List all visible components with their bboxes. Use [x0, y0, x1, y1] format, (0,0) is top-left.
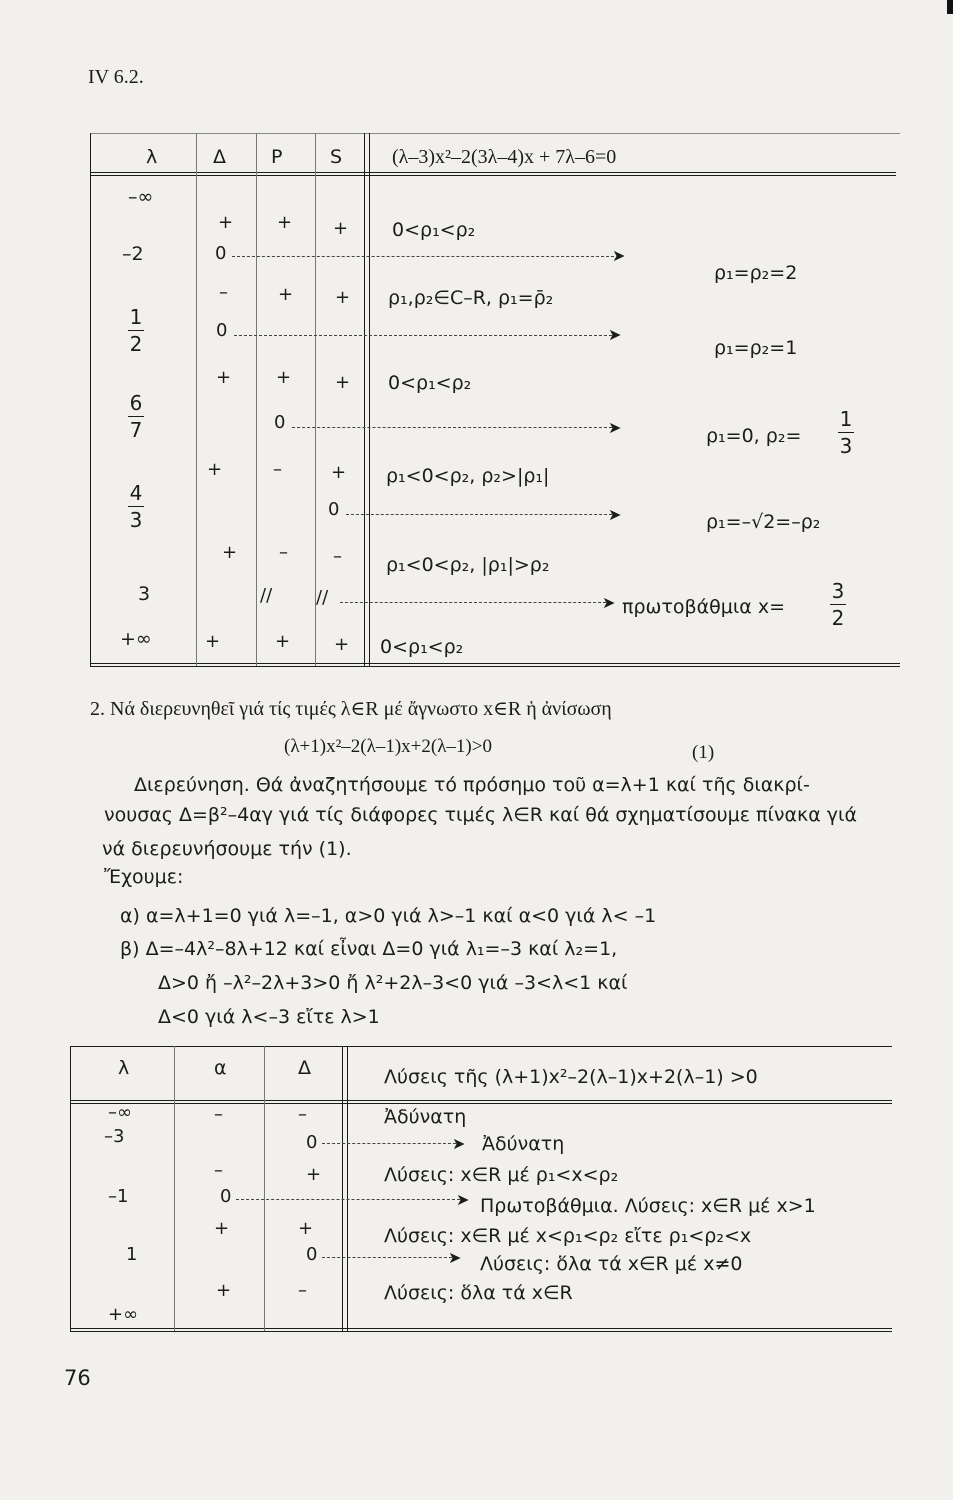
t2-r4-delta: + — [298, 1218, 314, 1239]
arrow-icon: ➤ — [608, 418, 622, 437]
t1-m4-result: ρ₁=–√2=–ρ₂ — [706, 511, 821, 533]
t1-r1-roots: 0<ρ₁<ρ₂ — [392, 219, 476, 241]
beta-condition-2: Δ>0 ἤ –λ²–2λ+3>0 ἤ λ²+2λ–3<0 γιά –3<λ<1 καί — [158, 972, 628, 994]
t2-r2-solution: Λύσεις: x∈R μέ ρ₁<x<ρ₂ — [384, 1164, 619, 1186]
t2-r5-solution: Λύσεις: ὅλα τά x∈R μέ x≠0 — [480, 1253, 743, 1275]
page-number: 76 — [64, 1366, 91, 1390]
frac-num: 3 — [831, 579, 845, 603]
t1-r6-roots: 0<ρ₁<ρ₂ — [380, 636, 464, 658]
t1-m2-result: ρ₁=ρ₂=1 — [714, 337, 798, 359]
t1-r5-p: – — [279, 542, 288, 563]
arrow-icon: ➤ — [448, 1248, 462, 1267]
t1-r4-p: – — [273, 459, 282, 480]
alpha-condition: α) α=λ+1=0 γιά λ=–1, α>0 γιά λ>–1 καί α<0 γιά λ< –1 — [120, 905, 657, 927]
page-edge-mark — [947, 0, 953, 14]
t2-r3-alpha-zero: 0 — [220, 1186, 232, 1207]
t1-r5-s: – — [333, 546, 342, 567]
t2-r3-solution: Πρωτοβάθμια. Λύσεις: x∈R μέ x>1 — [480, 1195, 816, 1217]
equation-number: (1) — [692, 742, 715, 763]
t1-m1-zero: 0 — [215, 243, 227, 264]
t1-m1-result: ρ₁=ρ₂=2 — [714, 262, 798, 284]
frac-num: 1 — [839, 407, 853, 431]
t1-r1-delta: + — [218, 212, 234, 233]
section-header: IV 6.2. — [88, 66, 144, 88]
t1-r3-roots: 0<ρ₁<ρ₂ — [388, 372, 472, 394]
t2-lambda-minus-3: –3 — [104, 1126, 125, 1147]
t1-m3-result: ρ₁=0, ρ₂= — [706, 425, 802, 447]
t2-r0-solution: Ἀδύνατη — [384, 1106, 467, 1128]
t2-r6-solution: Λύσεις: ὅλα τά x∈R — [384, 1282, 573, 1304]
t1-r4-roots: ρ₁<0<ρ₂, ρ₂>|ρ₁| — [386, 465, 550, 487]
t2-header-alpha: α — [214, 1057, 227, 1079]
t2-r5-delta-zero: 0 — [306, 1244, 318, 1265]
t2-r0-alpha: – — [214, 1104, 223, 1125]
t1-m2-zero: 0 — [216, 320, 228, 341]
t1-lambda-four-thirds — [128, 482, 144, 531]
frac-den: 2 — [129, 332, 143, 356]
t1-r3-p: + — [276, 367, 292, 388]
t1-lambda-six-sevenths — [128, 392, 144, 441]
t1-r5-roots: ρ₁<0<ρ₂, |ρ₁|>ρ₂ — [386, 554, 550, 576]
t1-header-equation: (λ–3)x²–2(3λ–4)x + 7λ–6=0 — [392, 146, 617, 168]
t1-r4-s: + — [331, 462, 347, 483]
t1-header-s: S — [330, 146, 343, 168]
t1-header-p: P — [271, 146, 283, 168]
arrow-icon: ➤ — [456, 1190, 470, 1209]
frac-den: 7 — [129, 418, 143, 442]
t1-m3-fraction — [838, 408, 854, 457]
t2-header-lambda: λ — [118, 1057, 130, 1079]
t1-r1-s: + — [333, 218, 349, 239]
t1-r1-p: + — [277, 212, 293, 233]
discussion-line-1: Διερεύνηση. Θά ἀναζητήσουμε τό πρόσημο τοῦ α=λ+1 καί τῆς διακρί- — [134, 774, 810, 796]
t1-r2-roots: ρ₁,ρ₂∈C–R, ρ₁=ρ̄₂ — [388, 287, 554, 309]
t2-r6-alpha: + — [216, 1280, 232, 1301]
t1-r3-s: + — [335, 372, 351, 393]
t1-m5-undefined-s: // — [316, 587, 329, 608]
have-label: Ἔχουμε: — [104, 866, 184, 888]
t2-r6-delta: – — [298, 1280, 307, 1301]
t2-header-delta: Δ — [298, 1057, 311, 1079]
frac-num: 1 — [129, 305, 143, 329]
t1-header-lambda: λ — [146, 146, 158, 168]
t1-r6-delta: + — [205, 631, 221, 652]
t1-r2-p: + — [278, 284, 294, 305]
t1-lambda-minus-2: –2 — [122, 243, 144, 265]
arrow-icon: ➤ — [608, 325, 622, 344]
t2-r2-alpha: – — [214, 1160, 223, 1181]
t2-r1-solution: Ἀδύνατη — [482, 1133, 565, 1155]
t1-header-delta: Δ — [213, 146, 226, 168]
beta-condition-3: Δ<0 γιά λ<–3 εἴτε λ>1 — [158, 1006, 380, 1028]
t2-r1-delta-zero: 0 — [306, 1132, 318, 1153]
t2-lambda-plus-inf: +∞ — [108, 1304, 139, 1325]
t2-r0-delta: – — [298, 1104, 307, 1125]
t1-r6-s: + — [334, 634, 350, 655]
t2-header-solutions: Λύσεις τῆς (λ+1)x²–2(λ–1)x+2(λ–1) >0 — [384, 1066, 758, 1088]
t1-lambda-3: 3 — [138, 583, 151, 605]
t1-r6-p: + — [275, 631, 291, 652]
frac-den: 3 — [839, 434, 853, 458]
problem-inequality: (λ+1)x²–2(λ–1)x+2(λ–1)>0 — [284, 736, 492, 757]
frac-den: 2 — [831, 606, 845, 630]
arrow-icon: ➤ — [602, 593, 616, 612]
t1-r2-s: + — [335, 287, 351, 308]
t1-m5-fraction — [830, 580, 846, 629]
problem-statement: 2. Νά διερευνηθεῖ γιά τίς τιμές λ∈R μέ ἄγνωστο x∈R ἡ ἀνίσωση — [90, 698, 612, 720]
t2-lambda-1: 1 — [126, 1244, 138, 1265]
t1-lambda-half — [128, 306, 144, 355]
frac-num: 6 — [129, 391, 143, 415]
t2-r4-alpha: + — [214, 1218, 230, 1239]
t1-r4-delta: + — [207, 459, 223, 480]
arrow-icon: ➤ — [608, 505, 622, 524]
t2-lambda-minus-inf: –∞ — [108, 1102, 132, 1123]
t1-m3-zero: 0 — [274, 412, 286, 433]
t1-lambda-plus-inf: +∞ — [120, 628, 152, 650]
t1-m4-zero: 0 — [328, 499, 340, 520]
beta-condition-1: β) Δ=–4λ²–8λ+12 καί εἶναι Δ=0 γιά λ₁=–3 καί λ₂=1, — [120, 938, 618, 960]
frac-den: 3 — [129, 508, 143, 532]
arrow-icon: ➤ — [452, 1134, 466, 1153]
t1-lambda-minus-inf: –∞ — [128, 186, 154, 208]
t1-m5-result: πρωτοβάθμια x= — [622, 596, 785, 618]
t1-r5-delta: + — [222, 542, 238, 563]
t1-m5-undefined-p: // — [260, 585, 273, 606]
discussion-line-2: νουσας Δ=β²–4αγ γιά τίς διάφορες τιμές λ∈R καί θά σχηματίσουμε πίνακα γιά — [104, 804, 857, 826]
t2-r2-delta: + — [306, 1164, 322, 1185]
t1-r3-delta: + — [216, 367, 232, 388]
arrow-icon: ➤ — [612, 246, 626, 265]
t2-r4-solution: Λύσεις: x∈R μέ x<ρ₁<ρ₂ εἴτε ρ₁<ρ₂<x — [384, 1225, 752, 1247]
t2-lambda-minus-1: –1 — [108, 1186, 129, 1207]
discussion-line-3: νά διερευνήσουμε τήν (1). — [102, 838, 352, 860]
t1-r2-delta: – — [219, 282, 228, 303]
frac-num: 4 — [129, 481, 143, 505]
